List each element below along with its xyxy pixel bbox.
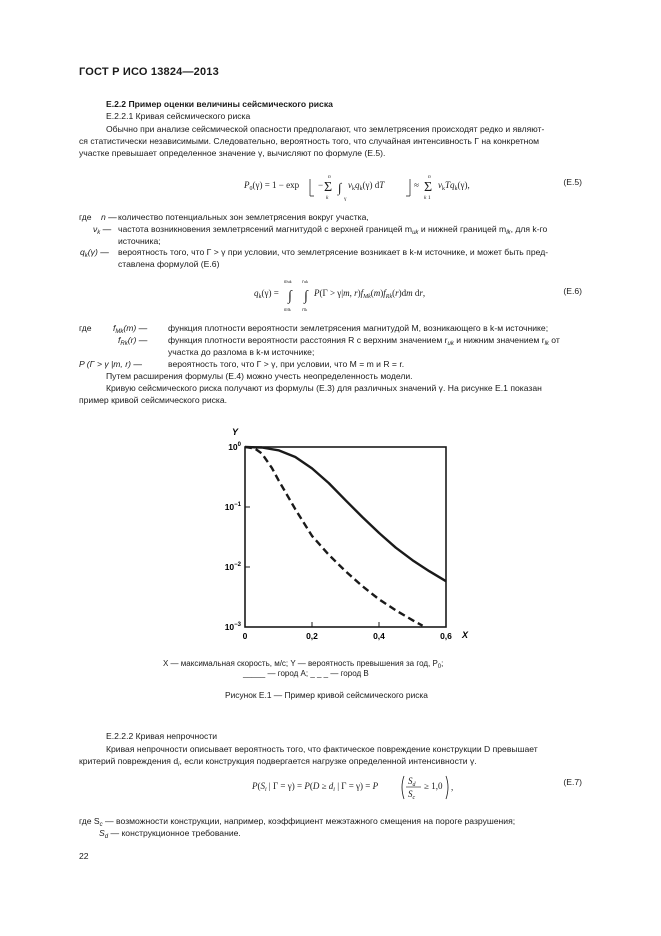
svg-text:n: n xyxy=(428,174,431,180)
figure-legend-line2 xyxy=(243,668,369,680)
svg-text:νkqk(γ) dT: $\nu_kq_k(\gamma)$ dT xyxy=(348,180,385,192)
paragraph-line: Кривую сейсмического риска получают из формулы (E.3) для различных значений γ. На рисунке E.1 показан xyxy=(106,383,542,393)
def-line-sd: $S_d$ — конструкционное требование. xyxy=(99,828,241,840)
document-header: ГОСТ Р ИСО 13824—2013 xyxy=(79,66,219,78)
equation-label: (E.7) xyxy=(563,777,582,787)
paragraph-line: Обычно при анализе сейсмической опасности предполагают, что землетрясения происходят редко и являют- xyxy=(106,124,545,134)
figure-title: Рисунок E.1 — Пример кривой сейсмического риска xyxy=(225,690,428,700)
x-tick-label: 0,4 xyxy=(373,631,385,641)
svg-text:−: − xyxy=(318,180,324,190)
where-label: где xyxy=(79,323,92,333)
def-text-fmk: функция плотности вероятности землетрясения магнитудой M, возникающего в k-м источнике; xyxy=(168,323,549,333)
def-text-frk: функция плотности вероятности расстояния R с верхним значением $r_{uk}$ и нижним значением $r_{lk}$ от xyxy=(168,335,560,347)
subsection-heading: E.2.2.2 Кривая непрочности xyxy=(106,731,218,741)
svg-text:∫: ∫ xyxy=(288,289,292,304)
paragraph-line: ся статистически независимыми. Следовательно, вероятность того, что случайная интенсивность Γ на конкретном xyxy=(79,136,540,146)
svg-text:γ: γ xyxy=(344,196,347,202)
svg-text:P(Γ > γ|m, r)fMk(m)fRk(r)dm dr: P(Γ > γ|m, $r)f_{Mk}(m)f_{Rk}(r)dm$ dr, xyxy=(314,288,426,300)
y-tick-label: $10^{-3}$ xyxy=(224,622,241,632)
def-symbol-n: n — xyxy=(101,212,117,222)
def-symbol-fmk: $f_{Mk}(m)$ — xyxy=(113,323,148,335)
equation-label: (E.6) xyxy=(563,286,582,296)
figure-legend-line1: X — максимальная скорость, м/с; Y — вероятность превышения за год, $P_0$; xyxy=(163,659,444,670)
def-text-q-cont: ставлена формулой (E.6) xyxy=(118,259,220,269)
x-tick-label: 0,2 xyxy=(306,631,318,641)
svg-text:k: k xyxy=(326,195,329,201)
paragraph-line: критерий повреждения $d_i$, если конструкция подвергается нагрузке определенной интенсивности γ. xyxy=(79,756,477,768)
def-text-nu: частота возникновения землетрясений магнитудой с верхней границей $m_{uk}$ и нижней границей $m_{lk}$, для k-го xyxy=(118,224,548,236)
legend-city-b: — город B xyxy=(330,669,369,678)
where-label: где xyxy=(79,212,92,222)
svg-text:P0(γ) = 1 − exp: $P_0(\gamma) = 1 - \exp$ xyxy=(244,180,300,192)
def-text-p: вероятность того, что Γ > γ, при условии, что M = m и R = r. xyxy=(168,359,405,369)
y-tick-label: $10^0$ xyxy=(228,442,241,452)
paragraph-line: Кривая непрочности описывает вероятность того, что фактическое повреждение конструкции D превышает xyxy=(106,744,538,754)
def-line-sc: где $S_c$ — возможности конструкции, например, коэффициент межэтажного смещения на пороге разрушения; xyxy=(79,816,516,828)
equation-label: (E.5) xyxy=(563,177,582,187)
paragraph-line: Путем расширения формулы (E.4) можно учесть неопределенность модели. xyxy=(106,371,413,381)
def-symbol-frk: $f_{Rk}(r)$ — xyxy=(118,335,148,347)
def-text-nu-cont: источника; xyxy=(118,236,161,246)
seismic-risk-chart xyxy=(200,420,490,650)
svg-text:qk(γ) =: $q_k(\gamma)$ = xyxy=(254,288,279,300)
def-text-frk-cont: участка до разлома в k-м источнике; xyxy=(168,347,315,357)
svg-text:Σ: Σ xyxy=(324,180,333,195)
svg-text:P(Si | Γ = γ) = P(D ≥ di | Γ =: $P(S_i$ | $\Gamma = \gamma) = P(D \ge d_i$ | Γ = γ) = P xyxy=(252,781,379,793)
svg-text:∫: ∫ xyxy=(338,180,342,195)
page-number: 22 xyxy=(79,851,89,861)
paragraph-line: пример кривой сейсмического риска. xyxy=(79,395,228,405)
svg-text:,: , xyxy=(451,782,454,792)
x-axis-label: X xyxy=(462,630,469,640)
svg-text:νkTqk(γ),: $\nu_kTq_k(\gamma)$, xyxy=(438,180,470,192)
legend-city-a: — город A; xyxy=(267,669,309,678)
x-tick-label: 0,6 xyxy=(440,631,452,641)
svg-text:muk: muk xyxy=(284,279,292,285)
x-tick-label: 0 xyxy=(242,631,248,641)
svg-text:Σ: Σ xyxy=(424,180,433,195)
svg-text:rlk: rlk xyxy=(302,307,308,313)
series-line-city-a xyxy=(245,447,446,581)
y-axis-label: Y xyxy=(232,427,239,437)
series-line-city-b xyxy=(245,447,423,626)
plot-frame xyxy=(245,447,446,627)
subsection-heading: E.2.2.1 Кривая сейсмического риска xyxy=(106,111,251,121)
svg-text:mlk: mlk xyxy=(284,307,291,313)
def-symbol-nu: $\nu_k$ — xyxy=(93,224,112,236)
y-tick-label: $10^{-1}$ xyxy=(224,502,241,512)
svg-text:≥ 1,0: ≥ 1,0 xyxy=(424,781,443,791)
svg-text:Sc: $S_c$ xyxy=(408,789,416,801)
section-heading: E.2.2 Пример оценки величины сейсмического риска xyxy=(106,99,333,109)
svg-text:k 1: k 1 xyxy=(424,195,431,201)
legend-solid-line: _____ xyxy=(243,669,266,678)
def-text-n: количество потенциальных зон землетрясения вокруг участка, xyxy=(118,212,369,222)
paragraph-line: участке превышает определенное значение γ, вычисляют по формуле (E.5). xyxy=(79,148,386,158)
svg-text:∫: ∫ xyxy=(304,289,308,304)
svg-text:Sd: $S_d$ xyxy=(408,776,416,788)
svg-text:ruk: ruk xyxy=(302,279,308,285)
legend-dashed-line: _ _ _ xyxy=(310,669,329,678)
def-symbol-q: $q_k(\gamma)$ — xyxy=(80,247,109,259)
svg-text:n: n xyxy=(328,174,331,180)
svg-text:≈: ≈ xyxy=(414,180,419,190)
y-tick-label: $10^{-2}$ xyxy=(224,562,241,572)
def-text-q: вероятность того, что Γ > γ при условии, что землетрясение возникает в k-м источнике, и может быть пред- xyxy=(118,247,549,257)
def-symbol-p: P (Γ > γ |m, r) — xyxy=(79,359,142,369)
